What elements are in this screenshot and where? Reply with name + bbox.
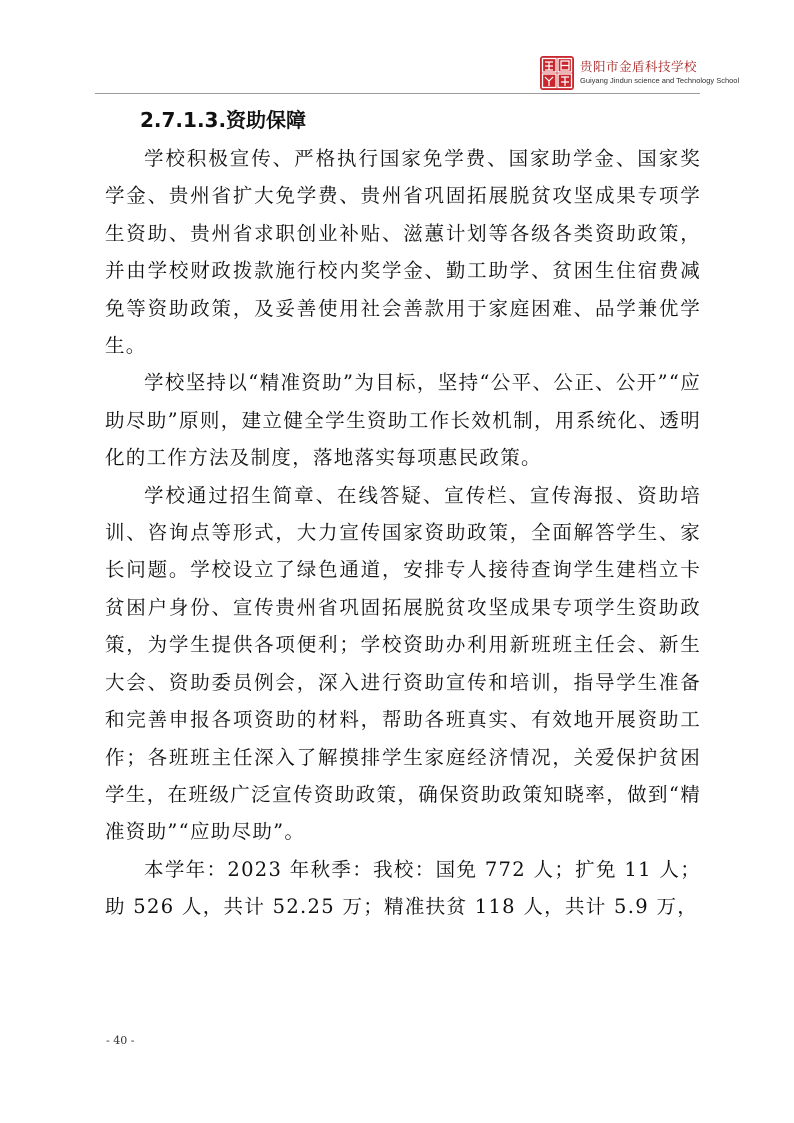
school-logo xyxy=(540,56,574,90)
page-header xyxy=(540,54,740,90)
header-divider xyxy=(95,93,700,94)
paragraph: 学校积极宣传、严格执行国家免学费、国家助学金、国家奖学金、贵州省扩大免学费、贵州省巩固拓展脱贫攻坚成果专项学生资助、贵州省求职创业补贴、滋蕙计划等各级各类资助政策，并由学校财政拨款施行校内奖学金、勤工助学、贫困生住宿费减免等资助政策，及妥善使用社会善款用于家庭困难、品学兼优学生。 xyxy=(105,147,701,358)
school-name-en: Guiyang Jindun science and Technology School xyxy=(580,76,740,85)
body-text xyxy=(105,140,701,926)
paragraph: 学校通过招生简章、在线答疑、宣传栏、宣传海报、资助培训、咨询点等形式，大力宣传国家资助政策，全面解答学生、家长问题。学校设立了绿色通道，安排专人接待查询学生建档立卡贫困户身份、宣传贵州省巩固拓展脱贫攻坚成果专项学生资助政策，为学生提供各项便利；学校资助办利用新班班主任会、新生大会、资助委员例会，深入进行资助宣传和培训，指导学生准备和完善申报各项资助的材料，帮助各班真实、有效地开展资助工作；各班班主任深入了解摸排学生家庭经济情况，关爱保护贫困学生，在班级广泛宣传资助政策，确保资助政策知晓率，做到“精准资助”“应助尽助”。 xyxy=(105,483,701,844)
page-number: - 40 - xyxy=(106,1034,135,1047)
school-name-cn: 贵阳市金盾科技学校 xyxy=(580,59,698,74)
paragraph: 本学年：2023 年秋季：我校：国免 772 人；扩免 11 人；助 526 人，共计 52.25 万；精准扶贫 118 人，共计 5.9 万， xyxy=(105,857,701,919)
section-title: 2.7.1.3.资助保障 xyxy=(140,108,307,132)
paragraph: 学校坚持以“精准资助”为目标，坚持“公平、公正、公开”“应助尽助”原则，建立健全学生资助工作长效机制，用系统化、透明化的工作方法及制度，落地落实每项惠民政策。 xyxy=(105,371,701,470)
